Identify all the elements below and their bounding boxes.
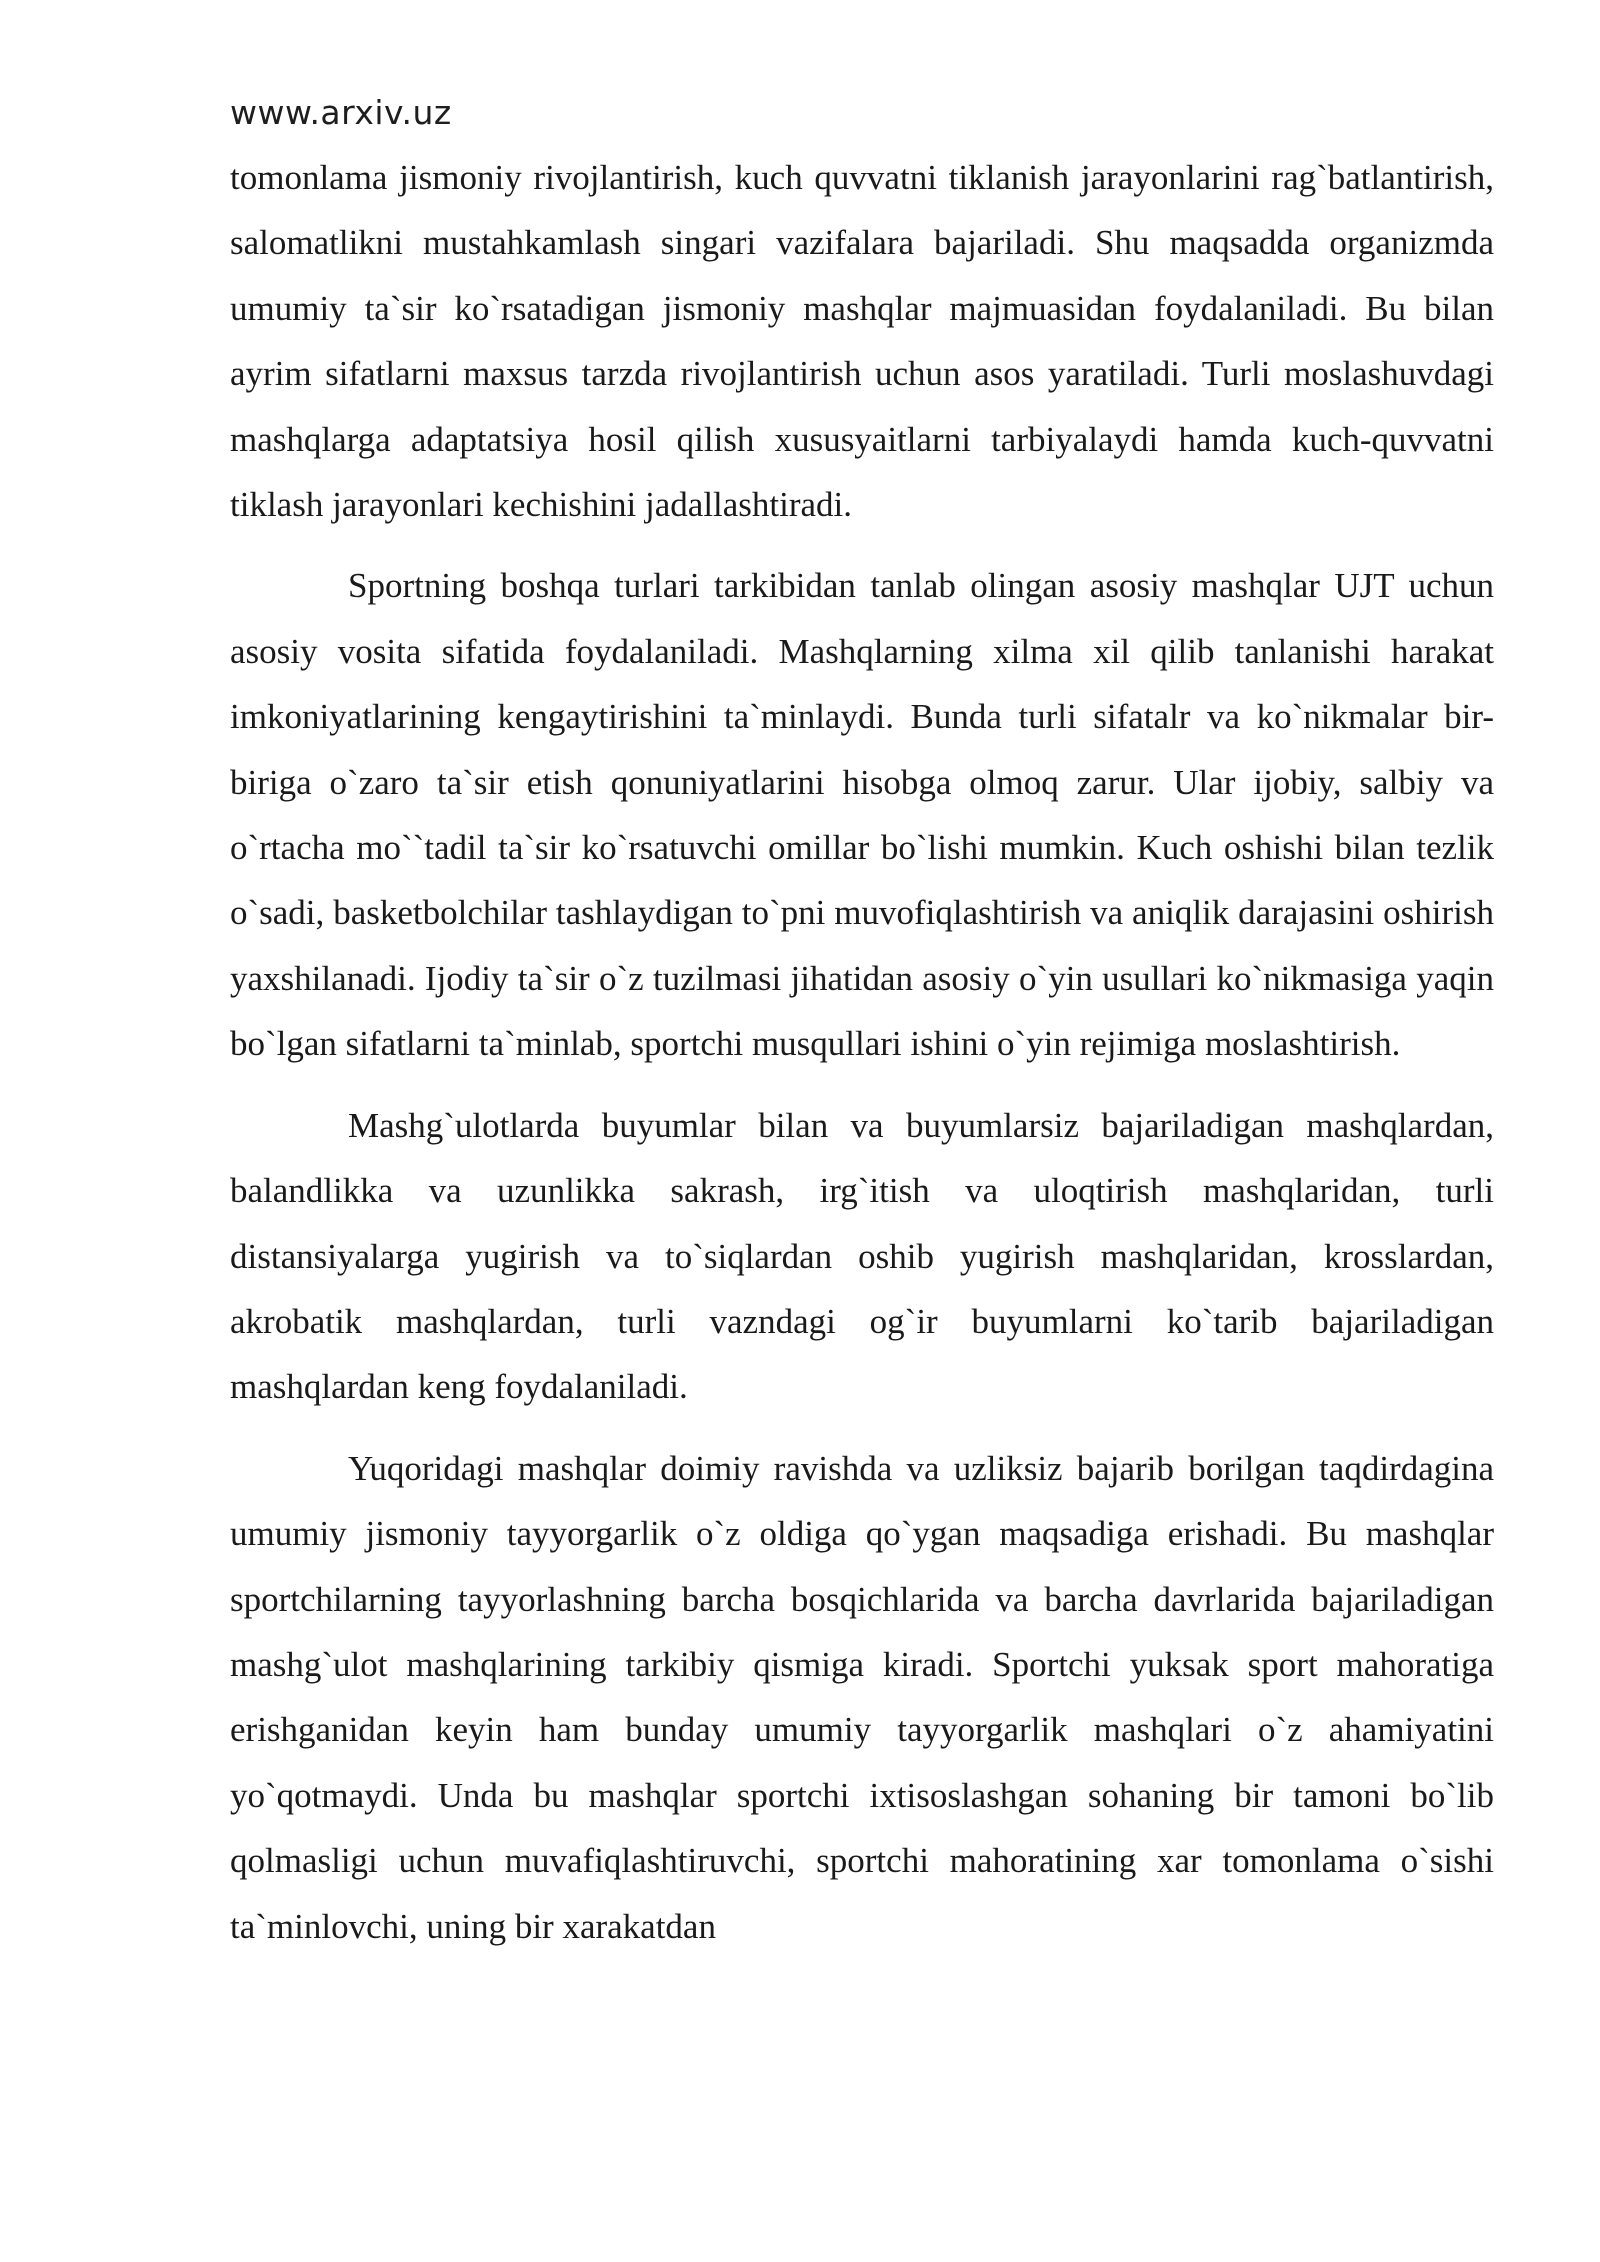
paragraph-4: Yuqoridagi mashqlar doimiy ravishda va uzliksiz bajarib borilgan taqdirdagina umumiy jismoniy tayyorgarlik o`z oldiga qo`ygan maqsadiga erishadi. Bu mashqlar sportchilarning tayyorlashning barcha bosqichlarida va barcha davrlarida bajariladigan mashg`ulot mashqlarining tarkibiy qismiga kiradi. Sportchi yuksak sport mahoratiga erishganidan keyin ham bunday umumiy tayyorgarlik mashqlari o`z ahamiyatini yo`qotmaydi. Unda bu mashqlar sportchi ixtisoslashgan sohaning bir tamoni bo`lib qolmasligi uchun muvafiqlashtiruvchi, sportchi mahoratining xar tomonlama o`sishi ta`minlovchi, uning bir xarakatdan xyxy=(230,1448,1494,1946)
watermark-url: www.arxiv.uz xyxy=(230,93,452,132)
paragraph-2: Sportning boshqa turlari tarkibidan tanlab olingan asosiy mashqlar UJT uchun asosiy vosita sifatida foydalaniladi. Mashqlarning xilma xil qilib tanlanishi harakat imkoniyatlarining kengaytirishini ta`minlaydi. Bunda turli sifatalr va ko`nikmalar bir-biriga o`zaro ta`sir etish qonuniyatlarini hisobga olmoq zarur. Ular ijobiy, salbiy va o`rtacha mo``tadil ta`sir ko`rsatuvchi omillar bo`lishi mumkin. Kuch oshishi bilan tezlik o`sadi, basketbolchilar tashlaydigan to`pni muvofiqlashtirish va aniqlik darajasini oshirish yaxshilanadi. Ijodiy ta`sir o`z tuzilmasi jihatidan asosiy o`yin usullari ko`nikmasiga yaqin bo`lgan sifatlarni ta`minlab, sportchi musqullari ishini o`yin rejimiga moslashtirish. xyxy=(230,566,1494,1064)
document-body xyxy=(230,145,1494,1975)
paragraph-3: Mashg`ulotlarda buyumlar bilan va buyumlarsiz bajariladigan mashqlardan, balandlikka va uzunlikka sakrash, irg`itish va uloqtirish mashqlaridan, turli distansiyalarga yugirish va to`siqlardan oshib yugirish mashqlaridan, krosslardan, akrobatik mashqlardan, turli vazndagi og`ir buyumlarni ko`tarib bajariladigan mashqlardan keng foydalaniladi. xyxy=(230,1105,1494,1407)
paragraph-1: tomonlama jismoniy rivojlantirish, kuch quvvatni tiklanish jarayonlarini rag`batlantirish, salomatlikni mustahkamlash singari vazifalara bajariladi. Shu maqsadda organizmda umumiy ta`sir ko`rsatadigan jismoniy mashqlar majmuasidan foydalaniladi. Bu bilan ayrim sifatlarni maxsus tarzda rivojlantirish uchun asos yaratiladi. Turli moslashuvdagi mashqlarga adaptatsiya hosil qilish xususyaitlarni tarbiyalaydi hamda kuch-quvvatni tiklash jarayonlari kechishini jadallashtiradi. xyxy=(230,158,1494,525)
